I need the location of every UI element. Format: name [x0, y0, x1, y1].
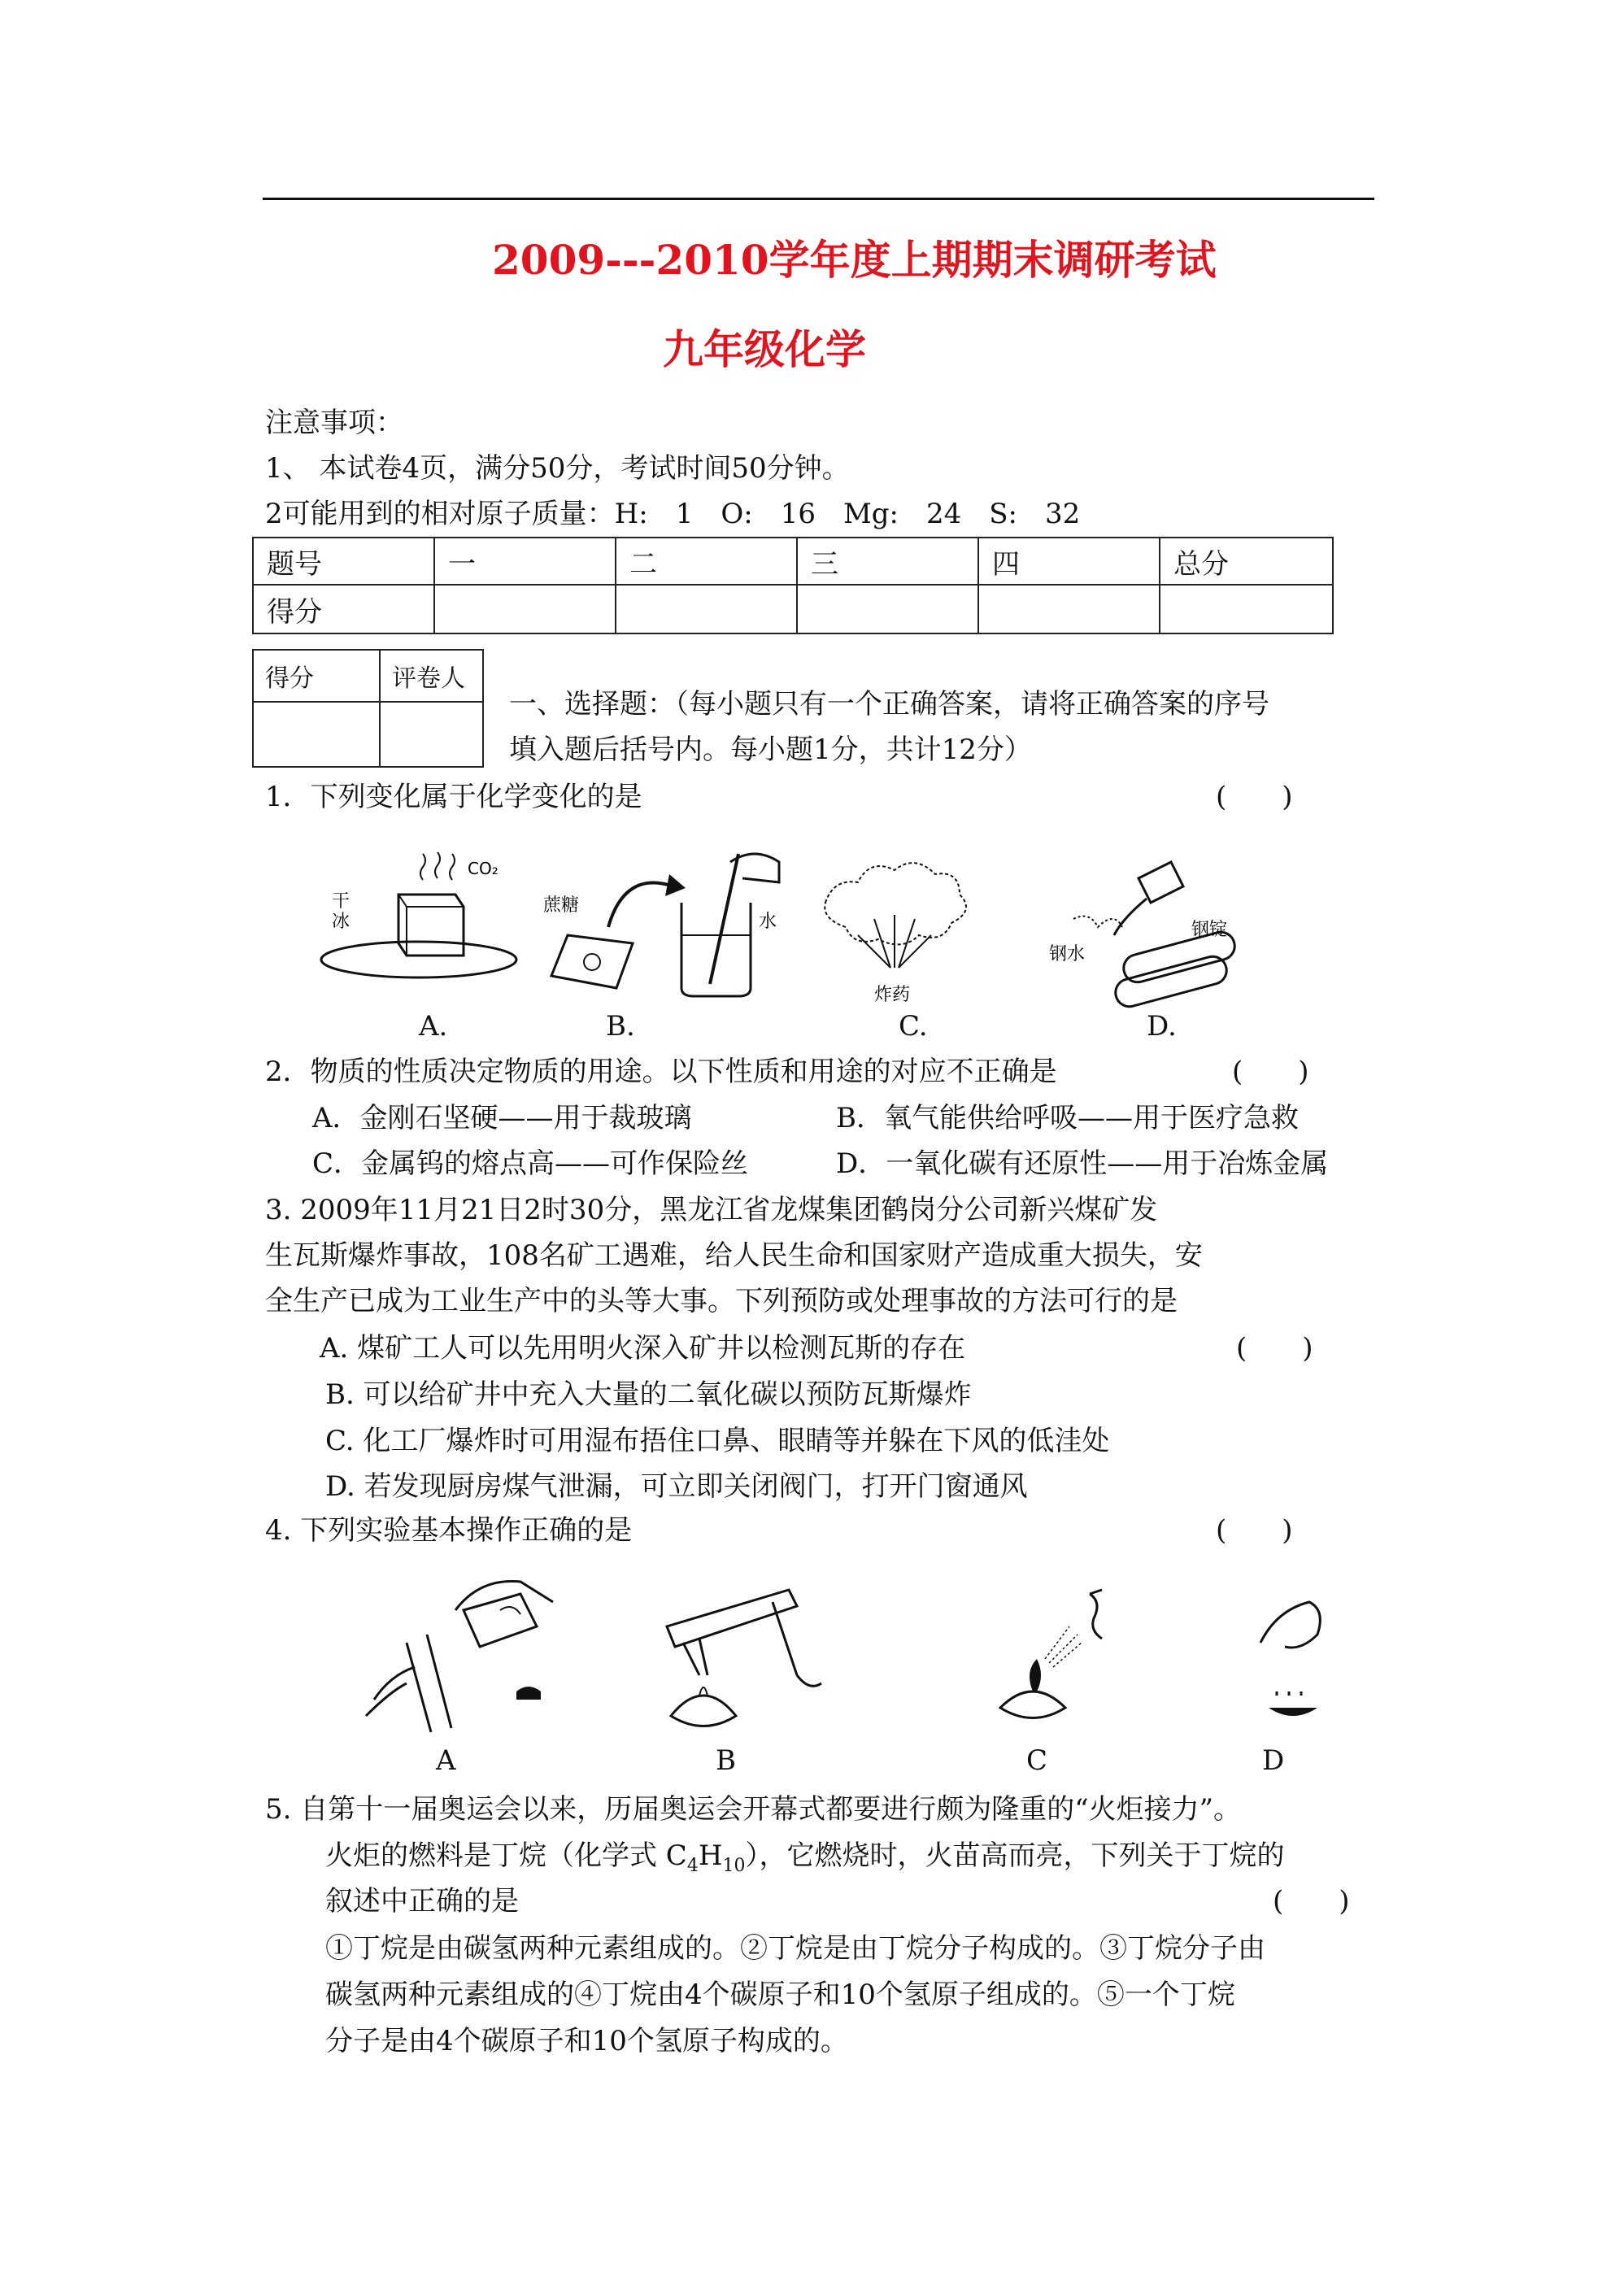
q1-figure-b — [543, 854, 779, 996]
grader-name-cell[interactable] — [380, 702, 483, 767]
notice-heading: 注意事项： — [265, 407, 403, 439]
q5-line-3: 叙述中正确的是 — [325, 1885, 519, 1918]
q3-answer-bracket[interactable]: ( ) — [1236, 1332, 1313, 1365]
q5-line-2: 火炬的燃料是丁烷（化学式 $C_4H_{10}$），它燃烧时，火苗高而亮，下列关于丁烷的 — [325, 1839, 1285, 1876]
q1-option-c[interactable]: C. — [899, 1010, 928, 1043]
q1-figures — [325, 846, 1228, 1008]
score-table — [252, 537, 1334, 634]
grader-name-label: 评卷人 — [380, 650, 483, 702]
sugar-label: 蔗糖 — [543, 895, 580, 916]
svg-text:冰: 冰 — [332, 912, 350, 932]
grader-score-cell[interactable] — [253, 702, 380, 767]
q5-line-1: 5. 自第十一届奥运会以来，历届奥运会开幕式都要进行颇为隆重的“火炬接力”。 — [265, 1793, 1242, 1826]
q2-option-d[interactable]: D．一氧化碳有还原性——用于冶炼金属 — [836, 1147, 1329, 1180]
molten-steel-label: 钢水 — [1049, 944, 1086, 964]
q3-line-3: 全生产已成为工业生产中的头等大事。下列预防或处理事故的方法可行的是 — [265, 1285, 1178, 1317]
q1-option-a[interactable]: A. — [419, 1010, 448, 1043]
q1-option-b[interactable]: B. — [606, 1010, 635, 1043]
q2-option-a[interactable]: A．金刚石坚硬——用于裁玻璃 — [312, 1102, 692, 1134]
notice-line-1: 1、 本试卷4页，满分50分，考试时间50分钟。 — [265, 452, 850, 485]
score-input-cell[interactable] — [978, 585, 1160, 633]
q4-text: 4. 下列实验基本操作正确的是 — [265, 1514, 633, 1547]
q1-figure-c — [825, 863, 966, 1005]
score-input-cell[interactable] — [434, 585, 616, 633]
q4-figure-c — [1000, 1590, 1102, 1718]
q3-option-d[interactable]: D. 若发现厨房煤气泄漏，可立即关闭阀门，打开门窗通风 — [325, 1470, 1028, 1503]
q5-statement-3: 分子是由4个碳原子和10个氢原子构成的。 — [325, 2025, 848, 2057]
score-cell: 三 — [797, 538, 978, 585]
score-input-cell[interactable] — [797, 585, 978, 633]
score-cell: 总分 — [1160, 538, 1333, 585]
score-cell: 一 — [434, 538, 616, 585]
score-input-cell[interactable] — [1160, 585, 1333, 633]
score-cell: 题号 — [253, 538, 434, 585]
exam-subtitle: 九年级化学 — [663, 325, 866, 373]
q4-figure-d — [1260, 1602, 1320, 1716]
notice-line-2: 2可能用到的相对原子质量：H: 1 O: 16 Mg: 24 S: 32 — [265, 498, 1081, 530]
q4-answer-bracket[interactable]: ( ) — [1216, 1514, 1293, 1547]
q4-option-c[interactable]: C — [1026, 1744, 1048, 1777]
q3-line-2: 生瓦斯爆炸事故，108名矿工遇难，给人民生命和国家财产造成重大损失，安 — [265, 1239, 1203, 1272]
q4-figure-a — [366, 1581, 553, 1732]
q4-option-a[interactable]: A — [436, 1744, 456, 1777]
q1-answer-bracket[interactable]: ( ) — [1216, 781, 1293, 813]
q4-option-d[interactable]: D — [1262, 1744, 1285, 1777]
score-cell: 得分 — [253, 585, 434, 633]
q4-figures — [358, 1578, 1334, 1757]
q3-option-b[interactable]: B. 可以给矿井中充入大量的二氧化碳以预防瓦斯爆炸 — [325, 1378, 972, 1411]
grader-score-label: 得分 — [253, 650, 380, 702]
q4-option-b[interactable]: B — [716, 1744, 736, 1777]
q1-figure-d — [1049, 862, 1238, 1010]
q3-option-c[interactable]: C. 化工厂爆炸时可用湿布捂住口鼻、眼睛等并躲在下风的低洼处 — [325, 1425, 1110, 1457]
q1-option-d[interactable]: D. — [1147, 1010, 1177, 1043]
score-input-cell[interactable] — [616, 585, 797, 633]
q1-text: 1．下列变化属于化学变化的是 — [265, 781, 642, 813]
section1-heading-1: 一、选择题：（每小题只有一个正确答案，请将正确答案的序号 — [509, 688, 1269, 721]
q2-option-c[interactable]: C．金属钨的熔点高——可作保险丝 — [312, 1147, 749, 1180]
q2-answer-bracket[interactable]: ( ) — [1232, 1056, 1309, 1088]
score-cell: 二 — [616, 538, 797, 585]
header-rule — [263, 198, 1374, 200]
q3-option-a[interactable]: A. 煤矿工人可以先用明火深入矿井以检测瓦斯的存在 — [320, 1332, 966, 1365]
grader-box — [252, 649, 484, 768]
water-label: 水 — [759, 912, 777, 932]
section1-heading-2: 填入题后括号内。每小题1分，共计12分） — [509, 734, 1032, 766]
q4-figure-b — [667, 1590, 821, 1726]
explosive-label: 炸药 — [874, 985, 911, 1005]
q2-text: 2．物质的性质决定物质的用途。以下性质和用途的对应不正确是 — [265, 1056, 1057, 1088]
exam-title: 2009---2010学年度上期期末调研考试 — [492, 236, 1217, 284]
q1-figure-a — [321, 852, 516, 977]
q5-statement-2: 碳氢两种元素组成的④丁烷由4个碳原子和10个氢原子组成的。⑤一个丁烷 — [325, 1979, 1235, 2011]
q2-option-b[interactable]: B．氧气能供给呼吸——用于医疗急救 — [836, 1102, 1299, 1134]
dry-ice-label: 干 — [332, 891, 350, 912]
co2-label: CO₂ — [468, 859, 499, 878]
q5-answer-bracket[interactable]: ( ) — [1273, 1885, 1350, 1918]
q5-statement-1: ①丁烷是由碳氢两种元素组成的。②丁烷是由丁烷分子构成的。③丁烷分子由 — [325, 1932, 1265, 1965]
q3-line-1: 3. 2009年11月21日2时30分，黑龙江省龙煤集团鹤岗分公司新兴煤矿发 — [265, 1194, 1158, 1226]
score-cell: 四 — [978, 538, 1160, 585]
ingot-label: 钢锭 — [1191, 920, 1228, 940]
